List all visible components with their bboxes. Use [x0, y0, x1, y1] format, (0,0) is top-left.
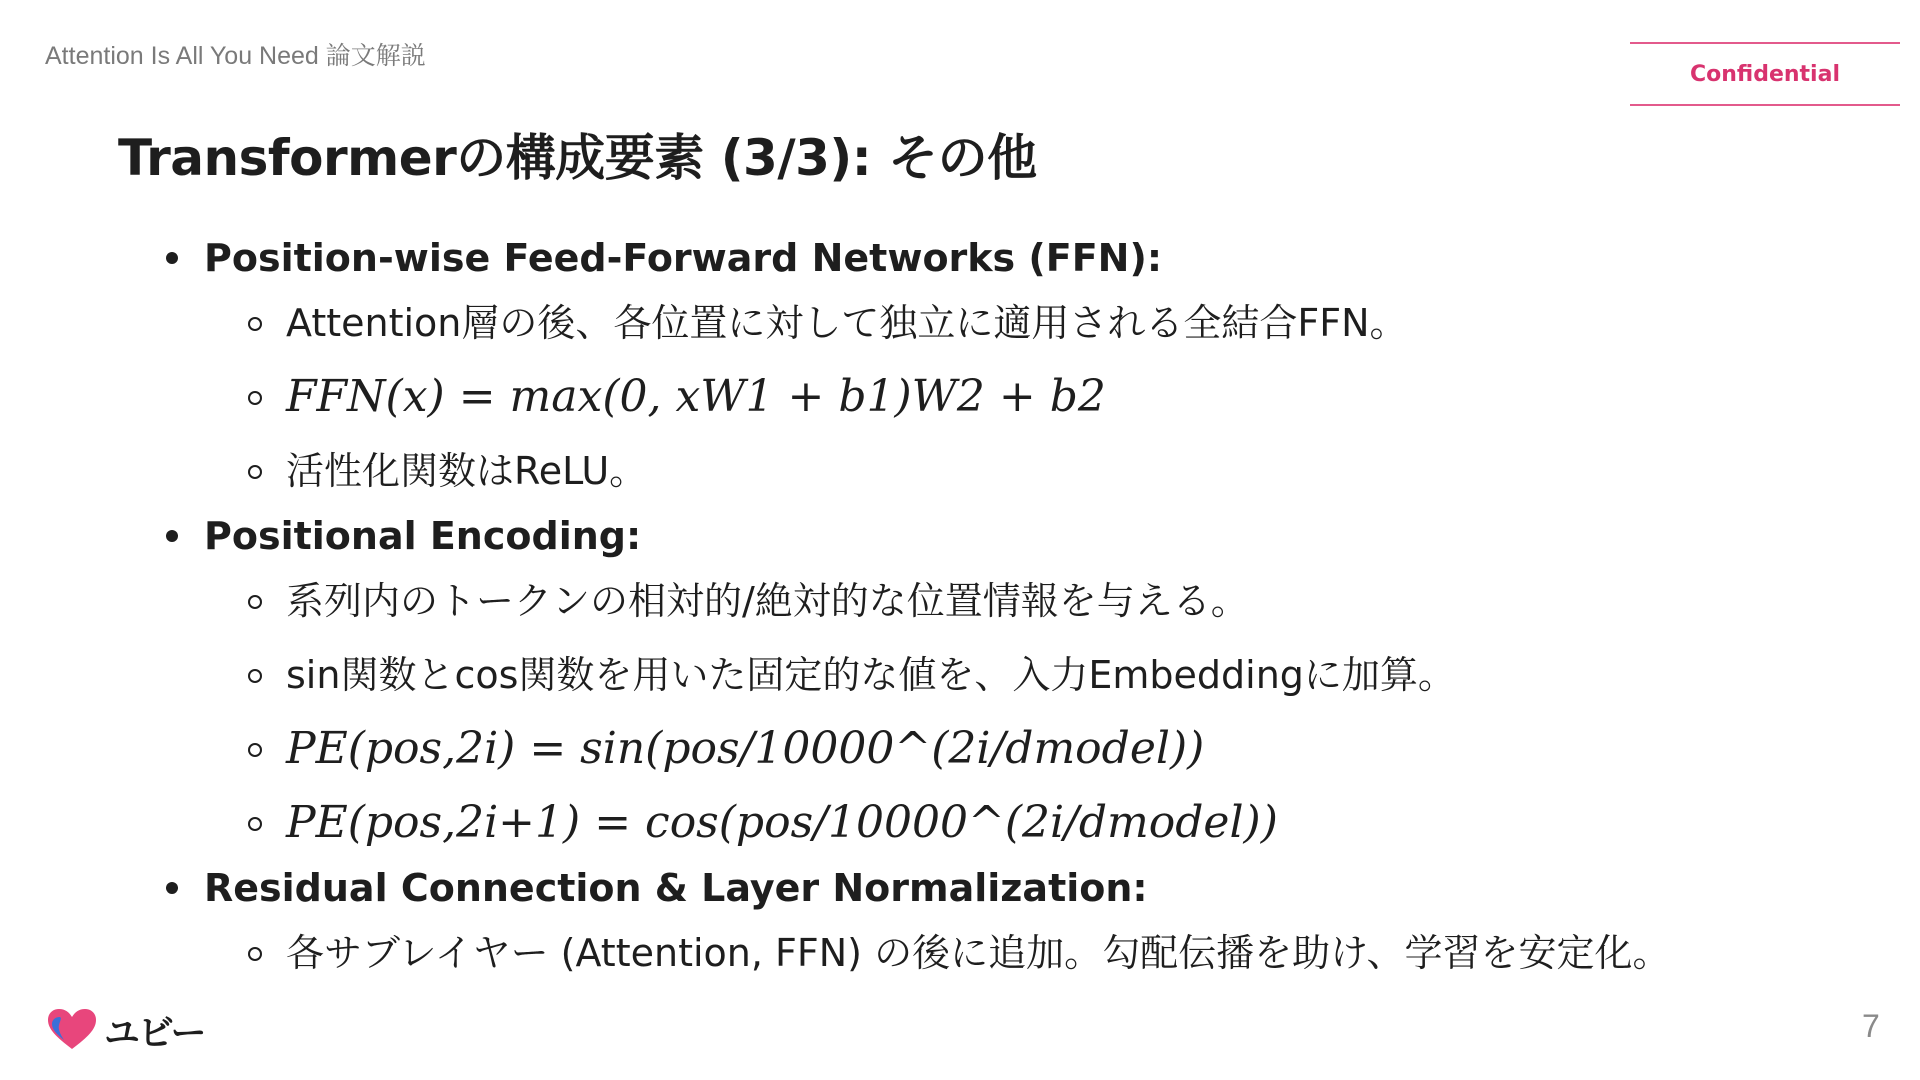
sub-bullet: 系列内のトークンの相対的/絶対的な位置情報を与える。: [204, 564, 1880, 638]
section-ffn: [160, 230, 1880, 508]
sub-bullet: Attention層の後、各位置に対して独立に適用される全結合FFN。: [204, 286, 1880, 360]
sub-bullet-formula: [204, 712, 1880, 786]
logo-text: ユビー: [104, 1013, 205, 1054]
bullet-heading: Positional Encoding:: [160, 508, 1880, 564]
page-number: 7: [1862, 1008, 1880, 1044]
confidential-badge: [1630, 42, 1900, 106]
section-positional-encoding: [160, 508, 1880, 860]
pe-cos-formula: PE(pos,2i+1) = cos(pos/10000^(2i/dmodel)): [286, 797, 1278, 848]
bullet-heading: Residual Connection & Layer Normalization:: [160, 860, 1880, 916]
sub-bullet: sin関数とcos関数を用いた固定的な値を、入力Embeddingに加算。: [204, 638, 1880, 712]
sub-bullet-formula: [204, 360, 1880, 434]
ffn-formula: FFN(x) = max(0, xW1 + b1)W2 + b2: [286, 371, 1106, 422]
company-logo: [46, 1005, 205, 1056]
confidential-label: Confidential: [1689, 61, 1840, 87]
slide-title: Transformerの構成要素 (3/3): その他: [118, 129, 1037, 187]
heart-logo-icon: [46, 1007, 98, 1055]
slide-content: [160, 230, 1880, 990]
document-title: Attention Is All You Need 論文解説: [45, 42, 426, 70]
sub-bullet-formula: [204, 786, 1880, 860]
sub-bullet: 各サブレイヤー (Attention, FFN) の後に追加。勾配伝播を助け、学習を安定化。: [204, 916, 1880, 990]
sub-bullet: 活性化関数はReLU。: [204, 434, 1880, 508]
pe-sin-formula: PE(pos,2i) = sin(pos/10000^(2i/dmodel)): [286, 723, 1205, 774]
section-residual: [160, 860, 1880, 990]
bullet-heading: Position-wise Feed-Forward Networks (FFN):: [160, 230, 1880, 286]
